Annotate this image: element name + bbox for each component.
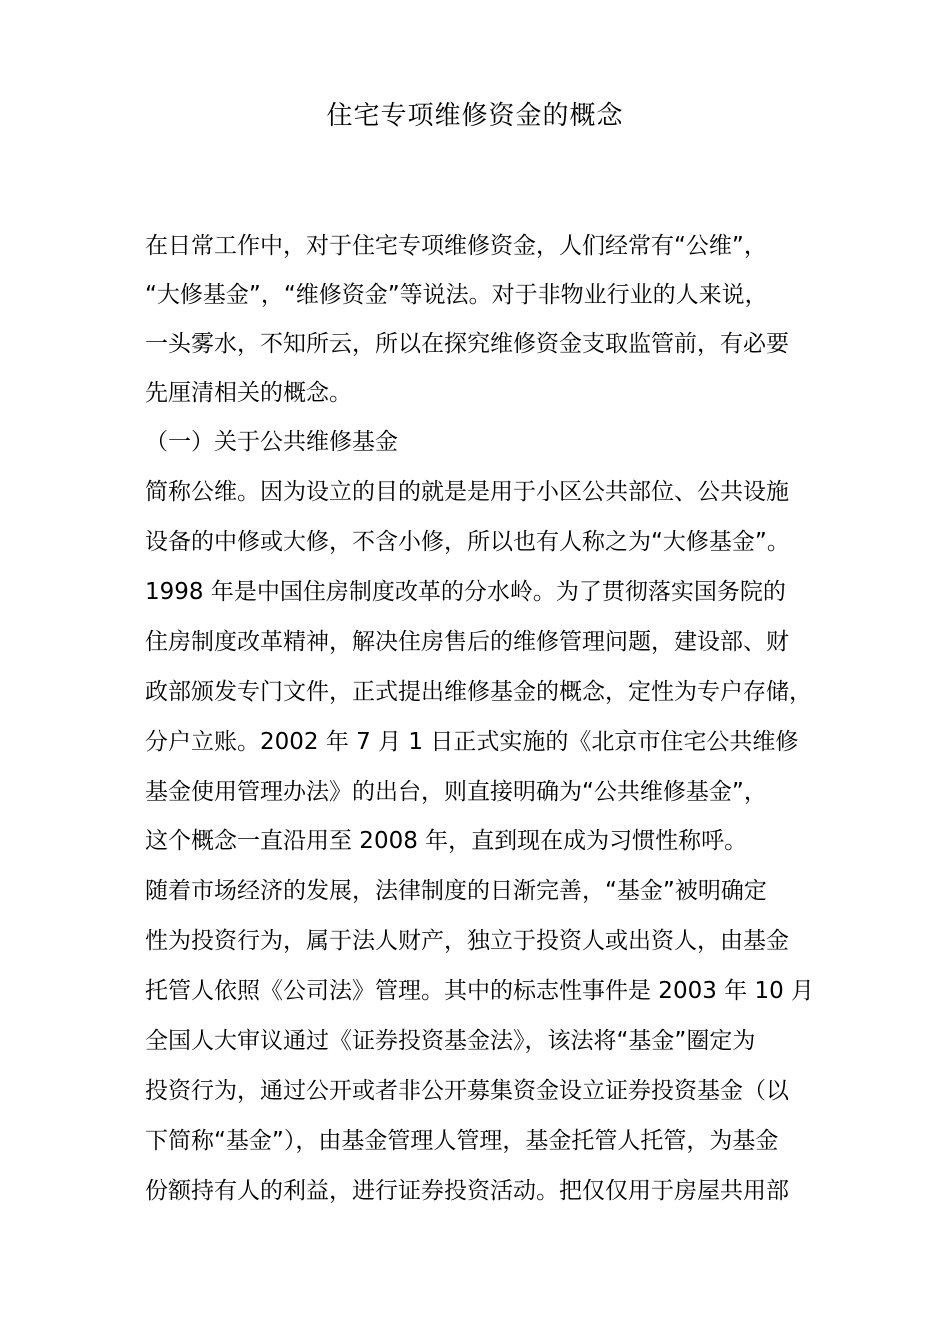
paragraph-line: 这个概念一直沿用至 2008 年，直到现在成为习惯性称呼。 xyxy=(145,828,748,854)
paragraph-line: 全国人大审议通过《证券投资基金法》，该法将“基金”圈定为 xyxy=(145,1028,756,1054)
paragraph-line: 先厘清相关的概念。 xyxy=(145,380,352,406)
paragraph-line: 简称公维。因为设立的目的就是是用于小区公共部位、公共设施 xyxy=(145,479,789,505)
paragraph-line: 基金使用管理办法》的出台，则直接明确为“公共维修基金”， xyxy=(145,779,767,805)
document-title: 住宅专项维修资金的概念 xyxy=(326,101,624,131)
paragraph-line: 在日常工作中，对于住宅专项维修资金，人们经常有“公维”， xyxy=(145,233,767,259)
paragraph-line: 设备的中修或大修，不含小修，所以也有人称之为“大修基金”。 xyxy=(145,529,790,555)
paragraph-line: 住房制度改革精神，解决住房售后的维修管理问题，建设部、财 xyxy=(145,629,789,655)
paragraph-line: “大修基金”，“维修资金”等说法。对于非物业行业的人来说， xyxy=(145,282,768,308)
paragraph-line: 性为投资行为，属于法人财产，独立于投资人或出资人，由基金 xyxy=(145,928,789,954)
paragraph-line: 份额持有人的利益，进行证券投资活动。把仅仅用于房屋共用部 xyxy=(145,1178,789,1204)
paragraph-line: 一头雾水，不知所云，所以在探究维修资金支取监管前，有必要 xyxy=(145,331,789,357)
paragraph-line: 下简称“基金”），由基金管理人管理，基金托管人托管，为基金 xyxy=(145,1128,779,1154)
paragraph-line: 1998 年是中国住房制度改革的分水岭。为了贯彻落实国务院的 xyxy=(145,579,786,605)
paragraph-line: 随着市场经济的发展，法律制度的日渐完善，“基金”被明确定 xyxy=(145,878,767,904)
paragraph-line: 投资行为，通过公开或者非公开募集资金设立证券投资基金（以 xyxy=(145,1078,789,1104)
paragraph-line: 政部颁发专门文件，正式提出维修基金的概念，定性为专户存储， xyxy=(145,679,812,705)
paragraph-line: 分户立账。2002 年 7 月 1 日正式实施的《北京市住宅公共维修 xyxy=(145,729,799,755)
paragraph-line: 托管人依照《公司法》管理。其中的标志性事件是 2003 年 10 月 xyxy=(145,978,815,1004)
section-heading: （一）关于公共维修基金 xyxy=(145,429,398,455)
